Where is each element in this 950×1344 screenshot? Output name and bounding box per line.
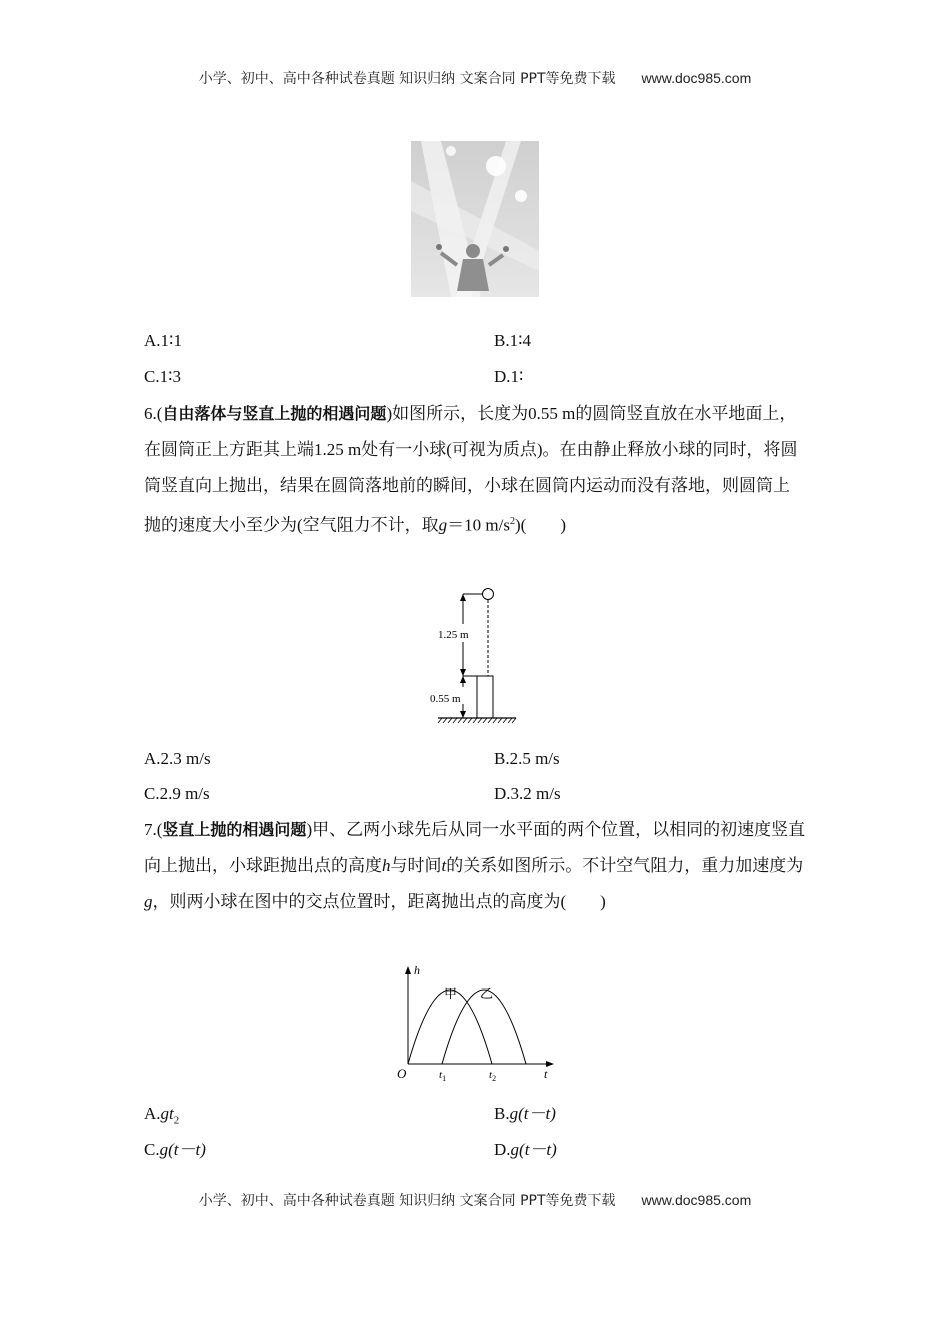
q7-option-a[interactable] — [144, 1104, 179, 1130]
q7-option-b-g: g — [509, 1104, 519, 1123]
q6-superscript: 2 — [509, 516, 515, 527]
tube — [477, 676, 493, 718]
q6-option-a[interactable]: A.2.3 m/s — [144, 749, 211, 768]
h-axis-label: h — [414, 963, 420, 977]
q7-stem-text-2: 与时间 — [390, 856, 442, 875]
t2-label: $t_2$ — [489, 1069, 497, 1083]
page-footer — [0, 1190, 950, 1210]
q7-t-symbol: t — [441, 856, 447, 875]
q7-stem-text-5: ) — [600, 892, 606, 911]
arrow-up-icon-2 — [460, 676, 466, 683]
q7-option-c[interactable] — [144, 1140, 206, 1160]
footer-url[interactable]: www.doc985.com — [641, 1192, 752, 1208]
q7-option-b-prefix: B. — [494, 1104, 510, 1123]
footer-text: 小学、初中、高中各种试卷真题 知识归纳 文案合同 PPT等免费下载 — [198, 1193, 616, 1209]
q7-stem-text-3: 的关系如图所示。不计空气阻力，重力加速度为 — [446, 856, 804, 875]
q7-h-symbol: h — [382, 856, 391, 875]
q7-option-d-g: g — [510, 1140, 520, 1159]
arrow-up-icon — [460, 594, 466, 601]
q7-option-b-rest: (t－t) — [518, 1104, 556, 1123]
label-yi: 乙 — [480, 987, 494, 1002]
q7-option-d-rest: (t－t) — [519, 1140, 557, 1159]
t1-label: $t_1$ — [439, 1069, 447, 1083]
ground-hatching — [438, 718, 516, 723]
header-text: 小学、初中、高中各种试卷真题 知识归纳 文案合同 PPT等免费下载 — [198, 71, 616, 87]
q7-option-a-g: g — [160, 1104, 170, 1123]
q6-option-b[interactable]: B.2.5 m/s — [494, 749, 560, 768]
q7-topic: 竖直上抛的相遇问题 — [162, 820, 307, 839]
page-header — [0, 68, 950, 88]
q6-stem-text-2: ＝10 m/s — [447, 515, 510, 535]
header-url[interactable]: www.doc985.com — [641, 70, 752, 86]
q7-option-a-prefix: A. — [144, 1104, 161, 1123]
q7-height-time-graph — [394, 960, 560, 1084]
q7-option-d[interactable] — [494, 1140, 557, 1160]
q5-option-b[interactable]: B.1∶4 — [494, 331, 532, 350]
q7-option-a-t: t — [169, 1104, 174, 1123]
q6-stem — [144, 396, 806, 544]
ball-icon — [483, 589, 494, 600]
arrow-down-icon — [460, 669, 466, 676]
q7-g-symbol: g — [144, 892, 153, 911]
q6-number: 6.( — [144, 404, 163, 423]
q7-number: 7.( — [144, 820, 163, 839]
q7-option-a-sub: 2 — [173, 1114, 180, 1127]
q7-stem-text-1: )甲、乙两小球先后从同一水平面的两个位置，以相同的初速度竖直向上抛出，小球距抛出点的高度 — [144, 820, 806, 875]
h-axis-arrow-icon — [405, 966, 411, 974]
q6-tube-diagram — [420, 584, 530, 730]
q7-option-c-rest: (t－t) — [168, 1140, 206, 1159]
label-1-25m: 1.25 m — [438, 629, 469, 641]
q6-stem-text-4: ) — [560, 515, 566, 535]
q6-option-d[interactable]: D.3.2 m/s — [494, 784, 561, 803]
q7-stem-text-4: ，则两小球在图中的交点位置时，距离抛出点的高度为( — [152, 892, 567, 911]
arrow-down-icon-2 — [460, 711, 466, 718]
q6-topic: 自由落体与竖直上抛的相遇问题 — [162, 404, 387, 423]
origin-label: O — [397, 1066, 407, 1081]
q6-option-c[interactable]: C.2.9 m/s — [144, 784, 210, 803]
juggler-photo — [411, 141, 539, 297]
label-0-55m: 0.55 m — [430, 693, 461, 705]
label-jia: 甲 — [444, 987, 458, 1002]
q6-stem-text-3: )( — [514, 515, 527, 535]
q7-option-b[interactable] — [494, 1104, 556, 1124]
q5-option-c[interactable]: C.1∶3 — [144, 367, 182, 386]
q7-option-c-g: g — [159, 1140, 169, 1159]
q7-option-d-prefix: D. — [494, 1140, 511, 1159]
q5-option-a[interactable]: A.1∶1 — [144, 331, 182, 350]
q6-stem-text-1: )如图所示，长度为0.55 m的圆筒竖直放在水平地面上，在圆筒正上方距其上端1.25 m处有一小球(可视为质点)。在由静止释放小球的同时，将圆筒竖直向上抛出，结果在圆筒落地前的瞬间，小球在圆筒内运动而没有落地，则圆筒上抛的速度大小至少为(空气阻力不计，取 — [144, 404, 798, 535]
t-axis-label: t — [544, 1067, 548, 1081]
q5-option-d[interactable]: D.1∶ — [494, 367, 524, 386]
q7-option-c-prefix: C. — [144, 1140, 160, 1159]
q7-stem — [144, 812, 806, 920]
q6-g-symbol: g — [438, 515, 448, 535]
